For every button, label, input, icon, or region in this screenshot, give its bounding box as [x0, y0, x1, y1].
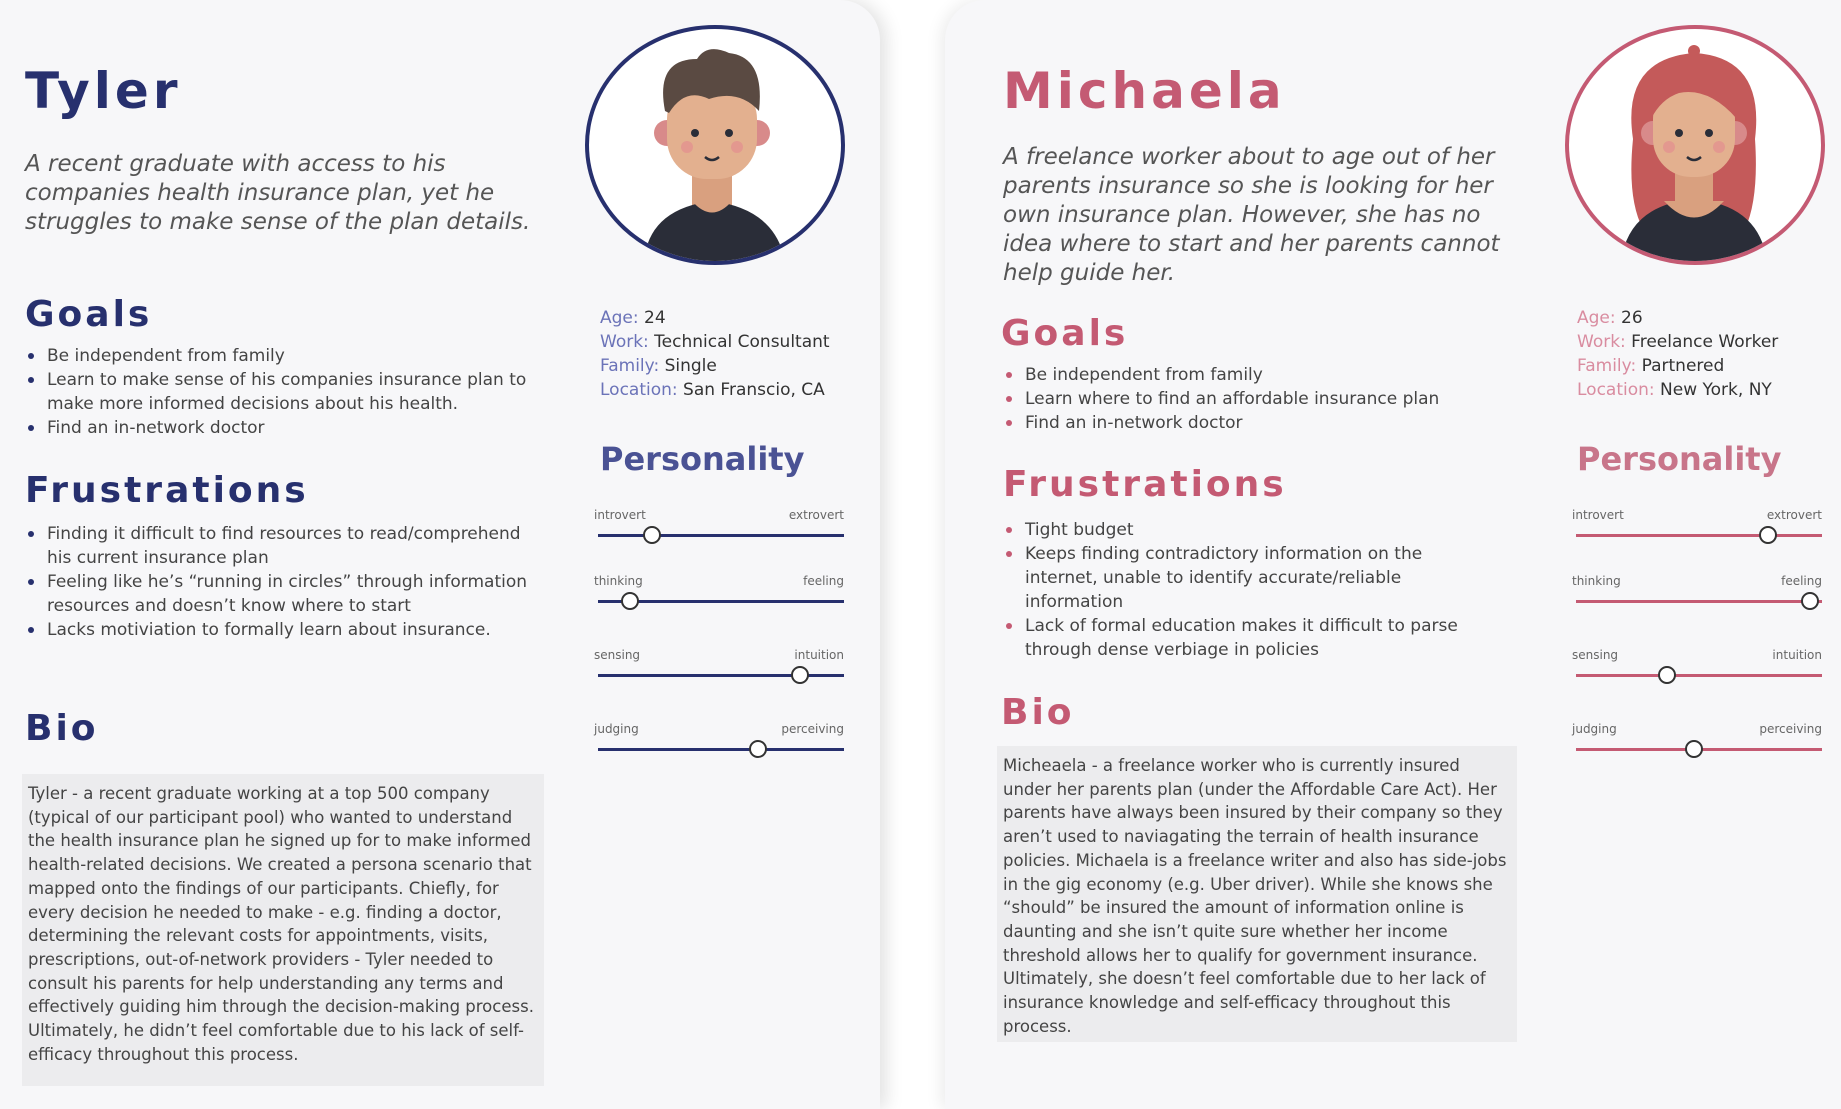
personality-slider-sensing-intuition: sensing intuition	[1572, 648, 1822, 688]
list-item: Learn to make sense of his companies insurance plan to make more informed decisions about his health.	[25, 368, 545, 416]
slider-knob	[1759, 526, 1777, 544]
family-value: Partnered	[1636, 356, 1725, 376]
personality-heading: Personality	[600, 440, 805, 478]
slider-knob	[621, 592, 639, 610]
personality-heading: Personality	[1577, 440, 1782, 478]
goals-list	[25, 344, 545, 440]
family-row: Family: Single	[600, 356, 717, 376]
list-item: Feeling like he’s “running in circles” through information resources and doesn’t know where to start	[25, 570, 545, 618]
personality-slider-judging-perceiving: judging perceiving	[1572, 722, 1822, 762]
personality-slider-introvert-extrovert: introvert extrovert	[594, 508, 844, 548]
male-avatar-icon	[585, 25, 845, 265]
location-value: New York, NY	[1654, 380, 1772, 400]
female-avatar-icon	[1565, 25, 1825, 265]
age-row: Age: 24	[600, 308, 666, 328]
goals-heading: Goals	[1001, 313, 1129, 354]
slider-knob	[791, 666, 809, 684]
personality-slider-thinking-feeling: thinking feeling	[594, 574, 844, 614]
work-row: Work: Freelance Worker	[1577, 332, 1779, 352]
family-row: Family: Partnered	[1577, 356, 1725, 376]
slider-knob	[1685, 740, 1703, 758]
frustrations-heading: Frustrations	[1003, 464, 1287, 505]
list-item: Be independent from family	[25, 344, 545, 368]
slider-knob	[1801, 592, 1819, 610]
goals-heading: Goals	[25, 294, 153, 335]
age-value: 26	[1615, 308, 1643, 328]
list-item: Keeps finding contradictory information on the internet, unable to identify accurate/reliable information	[1003, 542, 1483, 614]
list-item: Tight budget	[1003, 518, 1483, 542]
persona-name: Tyler	[25, 62, 182, 120]
location-row: Location: New York, NY	[1577, 380, 1772, 400]
frustrations-heading: Frustrations	[25, 470, 309, 511]
work-row: Work: Technical Consultant	[600, 332, 830, 352]
work-value: Technical Consultant	[648, 332, 830, 352]
goals-list	[1003, 363, 1523, 435]
location-value: San Franscio, CA	[677, 380, 825, 400]
persona-card-michaela	[945, 0, 1841, 1109]
slider-knob	[643, 526, 661, 544]
list-item: Learn where to find an affordable insurance plan	[1003, 387, 1523, 411]
persona-info	[1577, 306, 1778, 402]
list-item: Lacks motiviation to formally learn about insurance.	[25, 618, 545, 642]
persona-info	[600, 306, 830, 402]
bio-heading: Bio	[25, 708, 99, 749]
bio-heading: Bio	[1001, 692, 1075, 733]
location-row: Location: San Franscio, CA	[600, 380, 825, 400]
persona-card-tyler	[0, 0, 880, 1109]
personality-slider-thinking-feeling: thinking feeling	[1572, 574, 1822, 614]
family-value: Single	[659, 356, 717, 376]
personality-slider-sensing-intuition: sensing intuition	[594, 648, 844, 688]
age-value: 24	[638, 308, 666, 328]
bio-text: Micheaela - a freelance worker who is currently insured under her parents plan (under the Affordable Care Act). Her parents have always been insured by their company so they aren’t used to naviagating the terrain of health insurance policies. Michaela is a freelance writer and also has side-jobs in the gig economy (e.g. Uber driver). While she knows she “should” be insured the amount of information online is daunting and she isn’t quite sure whether her income threshold allows her to qualify for government insurance. Ultimately, she doesn’t feel comfortable due to her lack of insurance knowledge and self-efficacy throughout this process.	[997, 746, 1517, 1042]
list-item: Finding it difficult to find resources to read/comprehend his current insurance plan	[25, 522, 545, 570]
slider-knob	[1658, 666, 1676, 684]
list-item: Lack of formal education makes it difficult to parse through dense verbiage in policies	[1003, 614, 1483, 662]
age-row: Age: 26	[1577, 308, 1643, 328]
list-item: Be independent from family	[1003, 363, 1523, 387]
bio-text: Tyler - a recent graduate working at a top 500 company (typical of our participant pool) who wanted to understand the health insurance plan he signed up for to make informed health-related decisions. We created a persona scenario that mapped onto the findings of our participants. Chiefly, for every decision he needed to make - e.g. finding a doctor, determining the relevant costs for appointments, visits, prescriptions, out-of-network providers - Tyler needed to consult his parents for help understanding any terms and effectively guiding him through the decision-making process. Ultimately, he didn’t feel comfortable due to his lack of self-efficacy throughout this process.	[22, 774, 544, 1086]
work-value: Freelance Worker	[1625, 332, 1779, 352]
frustrations-list	[25, 522, 545, 642]
slider-knob	[749, 740, 767, 758]
frustrations-list	[1003, 518, 1483, 662]
list-item: Find an in-network doctor	[25, 416, 545, 440]
personality-slider-introvert-extrovert: introvert extrovert	[1572, 508, 1822, 548]
personality-slider-judging-perceiving: judging perceiving	[594, 722, 844, 762]
persona-summary: A freelance worker about to age out of her parents insurance so she is looking for her own insurance plan. However, she has no idea where to start and her parents cannot help guide her.	[1003, 144, 1500, 286]
persona-name: Michaela	[1003, 62, 1286, 120]
persona-summary: A recent graduate with access to his companies health insurance plan, yet he struggles to make sense of the plan details.	[25, 151, 531, 235]
list-item: Find an in-network doctor	[1003, 411, 1523, 435]
